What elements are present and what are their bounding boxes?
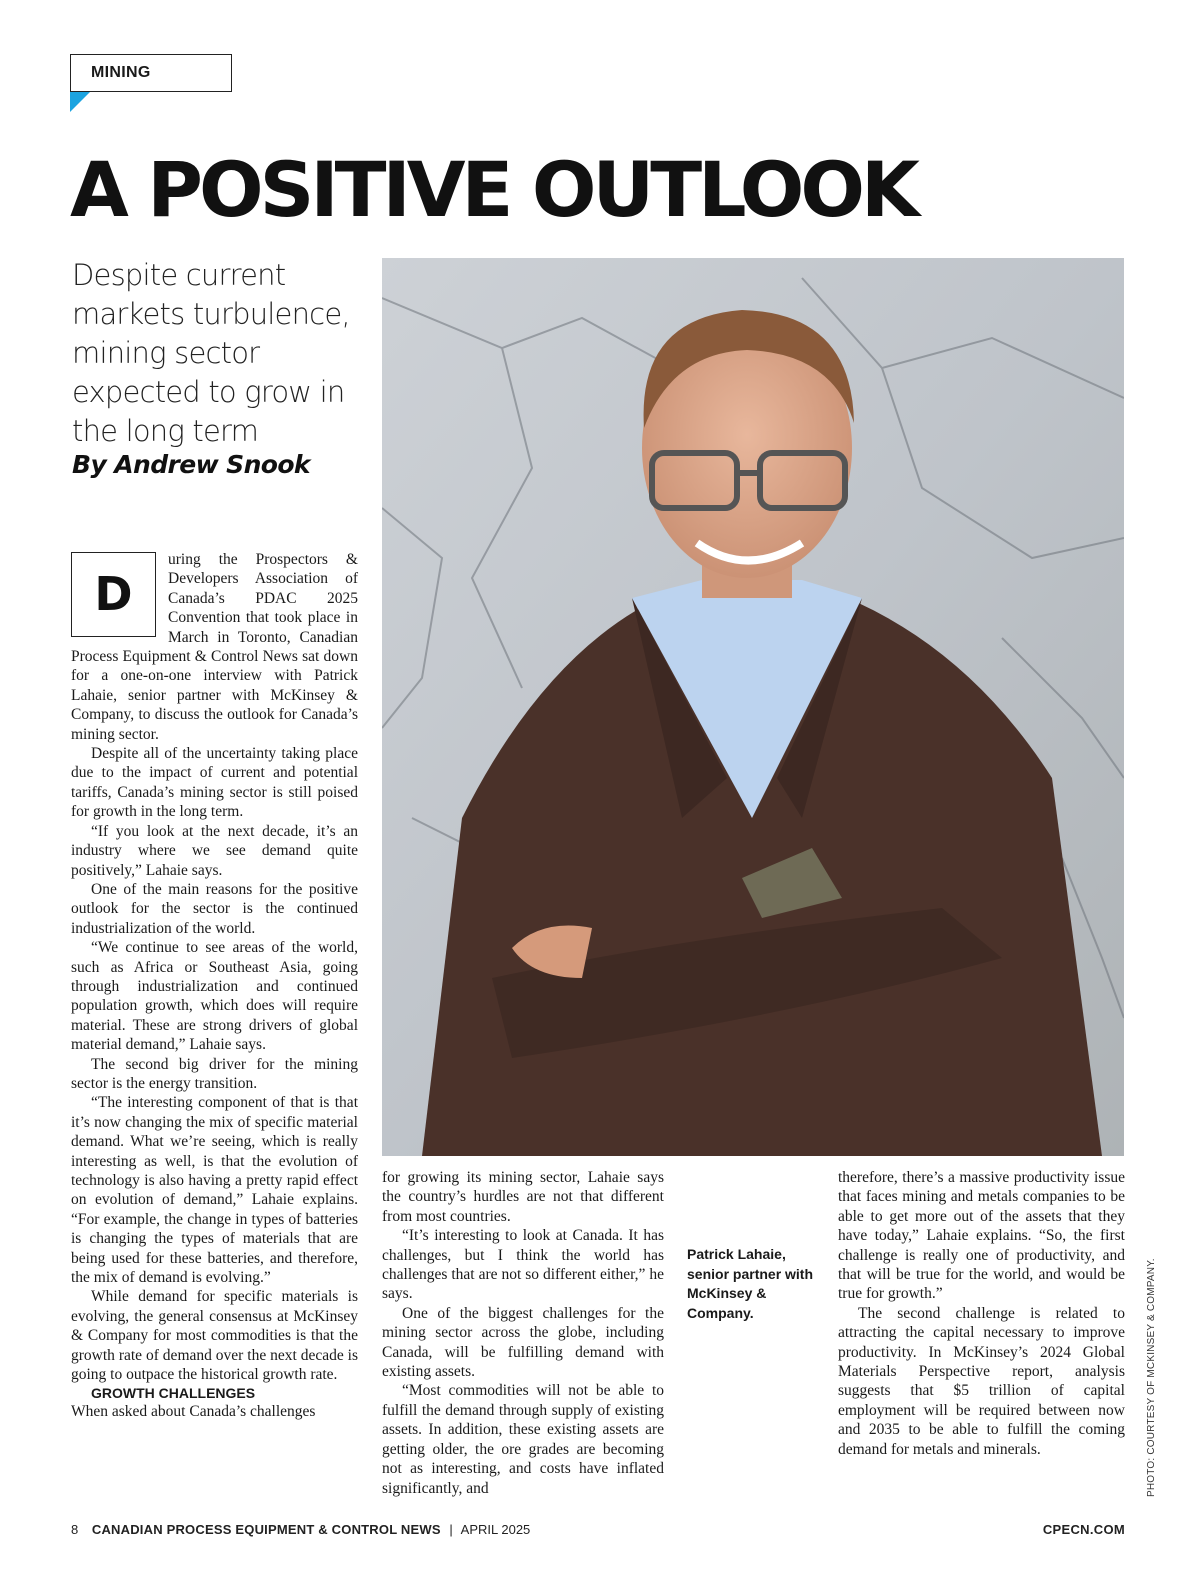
paragraph: One of the biggest challenges for the mining sector across the globe, including Canada, will be fulfilling demand with existing assets. xyxy=(382,1304,664,1381)
paragraph: The second challenge is related to attracting the capital necessary to improve productivity. In McKinsey’s 2024 Global Materials Perspective report, analysis suggests that $5 trillion of capital employment will be required between now and 2035 to be able to fulfill the coming demand for metals and minerals. xyxy=(838,1304,1125,1458)
issue-date: APRIL 2025 xyxy=(460,1522,531,1537)
headline: A POSITIVE OUTLOOK xyxy=(70,145,916,234)
footer-separator: | xyxy=(449,1522,453,1537)
section-tag xyxy=(70,54,232,92)
article-column-2 xyxy=(382,1168,664,1498)
drop-cap: D xyxy=(71,552,156,637)
paragraph: “It’s interesting to look at Canada. It has challenges, but I think the world has challenges that are not so different either,” he says. xyxy=(382,1227,664,1303)
paragraph: When asked about Canada’s challenges xyxy=(71,1403,316,1421)
paragraph: One of the main reasons for the positive outlook for the sector is the continued industrialization of the world. xyxy=(71,880,358,937)
portrait-photo xyxy=(382,258,1124,1156)
paragraph: “We continue to see areas of the world, such as Africa or Southeast Asia, going through industrialization and continued population growth, which does will require material. These are strong drivers of global material demand,” Lahaie says. xyxy=(71,939,358,1054)
section-tag-corner-icon xyxy=(70,92,90,112)
paragraph: “The interesting component of that is that it’s now changing the mix of specific material demand. What we’re seeing, which is really interesting as well, is that the evolution of technology is also having a pretty rapid effect on evolution of demand,” Lahaie explains. “For example, the change in types of batteries is changing the types of materials that are being used for these batteries, and therefore, the mix of demand is evolving.” xyxy=(71,1094,358,1287)
website-link[interactable]: CPECN.COM xyxy=(1042,1522,1125,1537)
subhead: GROWTH CHALLENGES xyxy=(91,1385,256,1402)
page-number: 8 xyxy=(71,1522,79,1537)
paragraph: uring the Prospectors & Developers Association of Canada’s PDAC 2025 Convention that took place in March in Toronto, Canadian Process Equipment & Control News sat down for a one-on-one interview with Patrick Lahaie, senior partner with McKinsey & Company, to discuss the outlook for Canada’s mining sector. xyxy=(71,551,358,743)
paragraph: therefore, there’s a massive productivity issue that faces mining and metals companies to be able to get more out of the assets that they have today,” Lahaie explains. “So, the first challenge is really one of productivity, and that will be true for the world, and would be true for growth.” xyxy=(838,1169,1125,1303)
paragraph: While demand for specific materials is evolving, the general consensus at McKinsey & Company for most commodities is that the growth rate of demand over the next decade is going to outpace the historical growth rate. xyxy=(71,1288,358,1384)
section-label: MINING xyxy=(91,64,151,81)
paragraph: Despite all of the uncertainty taking place due to the impact of current and potential tariffs, Canada’s mining sector is still poised for growth in the long term. xyxy=(71,745,358,821)
portrait-photo-icon xyxy=(382,258,1124,1156)
article-column-3 xyxy=(838,1168,1125,1459)
paragraph: “If you look at the next decade, it’s an industry where we see demand quite positively,” Lahaie says. xyxy=(71,822,358,879)
photo-caption: Patrick Lahaie, senior partner with McKinsey & Company. xyxy=(687,1246,814,1321)
deck: Despite current markets turbulence, mining sector expected to grow in the long term xyxy=(72,258,350,448)
paragraph: The second big driver for the mining sector is the energy transition. xyxy=(71,1055,358,1092)
paragraph: “Most commodities will not be able to fulfill the demand through supply of existing assets. In addition, these existing assets are getting older, the ore grades are becoming not as interesting, and costs have inflated significantly, and xyxy=(382,1382,664,1497)
article-column-1 xyxy=(71,550,358,1422)
photo-credit-text: PHOTO: COURTESY OF MCKINSEY & COMPANY. xyxy=(1146,1258,1157,1497)
publication-name: CANADIAN PROCESS EQUIPMENT & CONTROL NEWS xyxy=(91,1522,441,1537)
paragraph: for growing its mining sector, Lahaie says the country’s hurdles are not that different from most countries. xyxy=(382,1169,664,1225)
byline: By Andrew Snook xyxy=(72,450,310,479)
page-footer xyxy=(71,1522,1125,1542)
